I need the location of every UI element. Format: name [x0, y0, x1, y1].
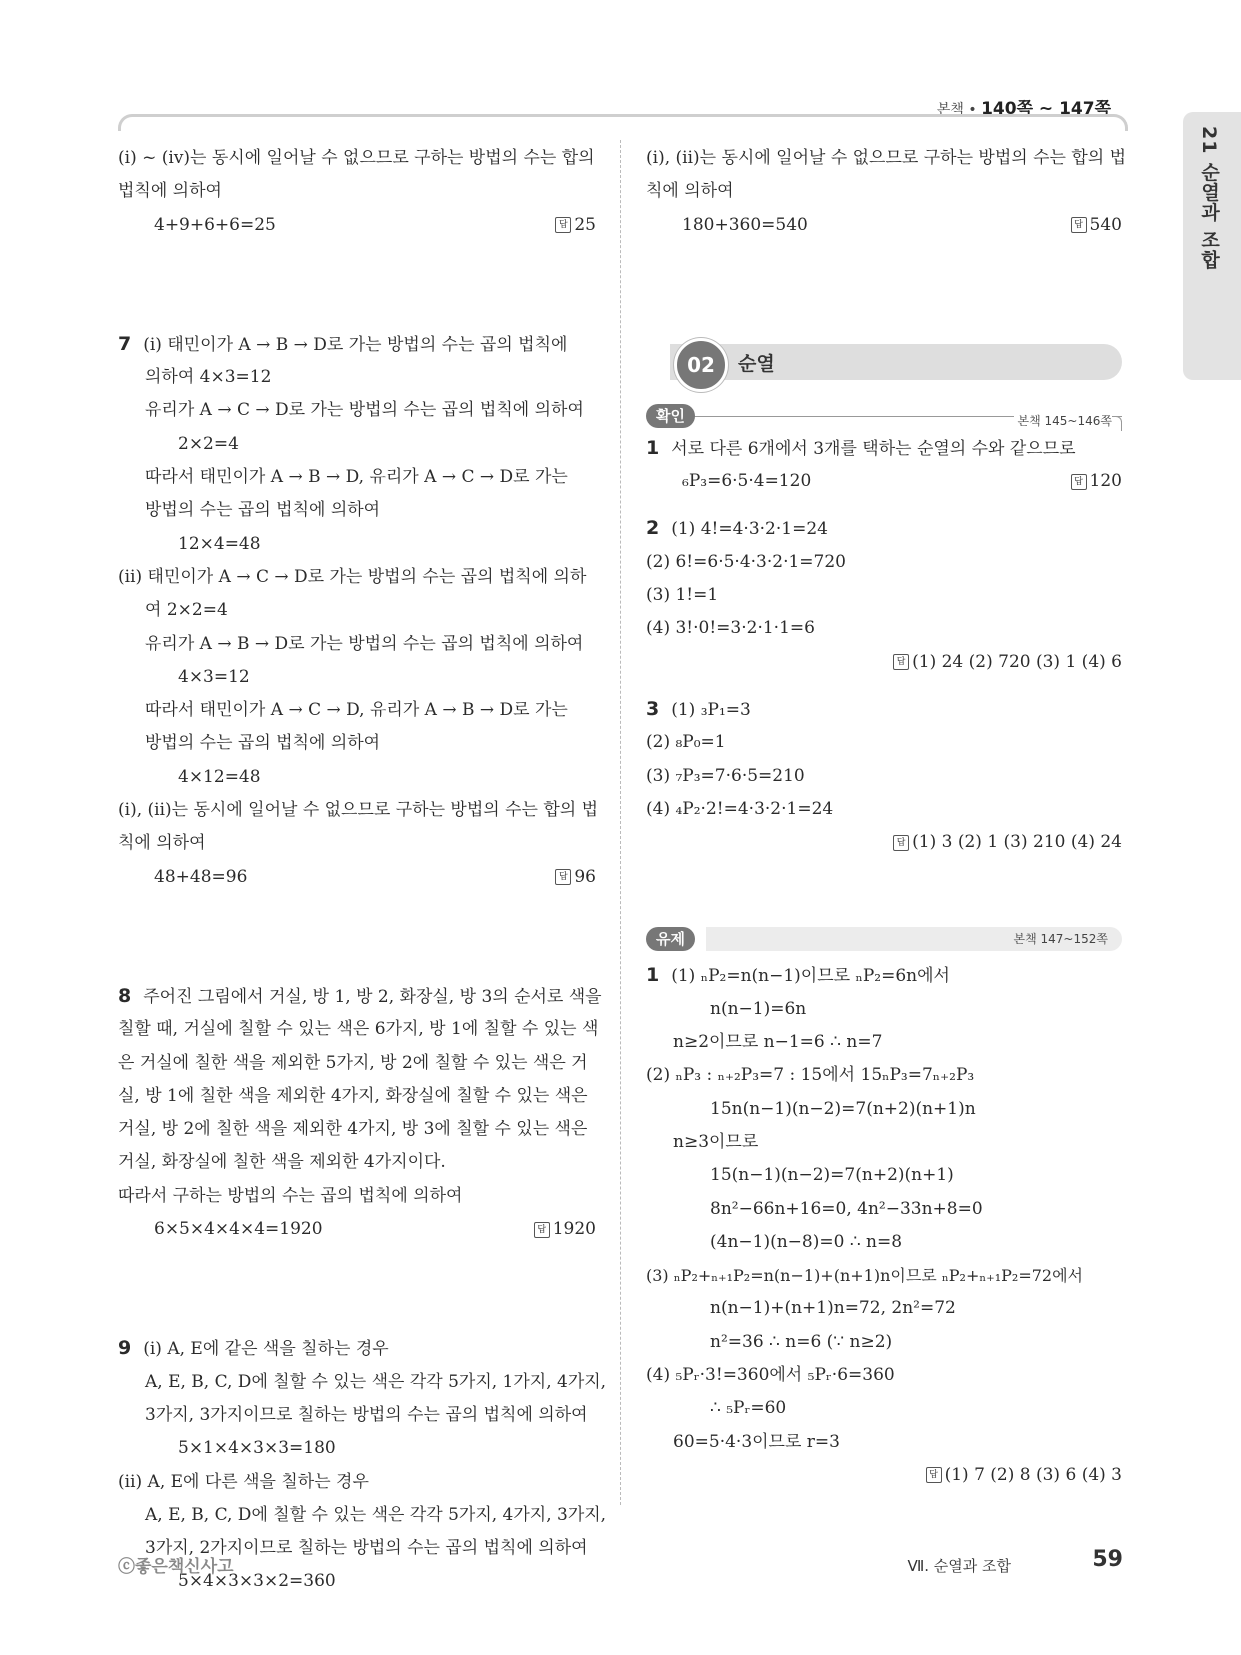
text-line: 의하여 4×3=12: [145, 367, 272, 388]
text-line: 3가지, 3가지이므로 칠하는 방법의 수는 곱의 법칙에 의하여: [145, 1404, 588, 1425]
answer-icon: 답: [1071, 217, 1087, 233]
equation-line: (4) ₅Pᵣ·3!=360에서 ₅Pᵣ·6=360: [646, 1365, 895, 1386]
answer-icon: 답: [893, 654, 909, 670]
equation-line: ₆P₃=6·5·4=120 답 120: [646, 465, 1122, 498]
answer-mark: 답 (1) 24 (2) 720 (3) 1 (4) 6: [646, 646, 1122, 679]
left-column: [118, 142, 607, 1599]
text-line: A, E, B, C, D에 칠할 수 있는 색은 각각 5가지, 4가지, 3가지,: [145, 1504, 607, 1525]
text-line: 따라서 구하는 방법의 수는 곱의 법칙에 의하여: [118, 1185, 463, 1206]
text-line: 칠할 때, 거실에 칠할 수 있는 색은 6가지, 방 1에 칠할 수 있는 색: [118, 1019, 599, 1040]
page-number: 59: [1092, 1547, 1123, 1572]
equation-line: 180+360=540 답 540: [646, 209, 1122, 242]
equation-line: 5×4×3×3×2=360: [178, 1571, 336, 1592]
answer-icon: 답: [893, 835, 909, 851]
column-divider: [620, 140, 621, 1505]
text-line: 실, 방 1에 칠한 색을 제외한 4가지, 화장실에 칠할 수 있는 색은: [118, 1085, 588, 1106]
check-problem-2: 2 (1) 4!=4·3·2·1=24: [646, 517, 828, 540]
equation-line: 60=5·4·3이므로 r=3: [673, 1431, 840, 1452]
header-divider: [118, 114, 1128, 131]
check-problem-3: 3 (1) ₃P₁=3: [646, 697, 751, 720]
practice-header: [646, 925, 1122, 955]
check-reference: 본책 145~146쪽: [1014, 412, 1112, 429]
answer-mark: 답 540: [1071, 209, 1122, 242]
equation-line: n(n−1)+(n+1)n=72, 2n²=72: [710, 1298, 956, 1319]
text-line: 방법의 수는 곱의 법칙에 의하여: [145, 733, 381, 754]
answer-mark: 답 1920: [534, 1213, 596, 1246]
equation-line: (4n−1)(n−8)=0 ∴ n=8: [710, 1231, 903, 1252]
equation-line: (3) ₇P₃=7·6·5=210: [646, 765, 805, 786]
text-line: 법칙에 의하여: [118, 181, 222, 202]
chapter-tab-label: 21 순열과 조합: [1198, 126, 1220, 270]
text-line: (ⅱ) A, E에 다른 색을 칠하는 경우: [118, 1471, 369, 1492]
practice-label: 유제: [646, 927, 695, 951]
equation-line: (4) 3!·0!=3·2·1·1=6: [646, 618, 815, 639]
answer-mark: 답 120: [1071, 465, 1122, 498]
equation-line: (2) ₙP₃ : ₙ₊₂P₃=7 : 15에서 15ₙP₃=7ₙ₊₂P₃: [646, 1065, 975, 1086]
equation-line: 4+9+6+6=25 답 25: [118, 209, 596, 242]
equation-line: 15(n−1)(n−2)=7(n+2)(n+1): [710, 1165, 954, 1186]
answer-icon: 답: [1071, 474, 1087, 490]
practice-reference: 본책 147~152쪽: [1013, 932, 1108, 947]
problem-8: 8 주어진 그림에서 거실, 방 1, 방 2, 화장실, 방 3의 순서로 색을: [118, 984, 602, 1007]
equation-line: 2×2=4: [178, 433, 239, 454]
answer-mark: 답 25: [555, 209, 596, 242]
text-line: 거실, 방 2에 칠한 색을 제외한 4가지, 방 3에 칠할 수 있는 색은: [118, 1119, 588, 1140]
section-number: 02: [674, 338, 728, 392]
equation-line: 12×4=48: [178, 533, 261, 554]
text-line: 따라서 태민이가 A → C → D, 유리가 A → B → D로 가는: [145, 700, 568, 721]
text-line: 여 2×2=4: [145, 600, 228, 621]
check-label: 확인: [646, 404, 695, 428]
section-title: 순열: [738, 352, 775, 375]
page-reference: 본책 • 140쪽 ~ 147쪽: [936, 99, 1111, 119]
text-line: (ⅰ), (ⅱ)는 동시에 일어날 수 없으므로 구하는 방법의 수는 합의 법: [118, 800, 598, 821]
equation-line: (2) ₈P₀=1: [646, 732, 726, 753]
equation-line: (3) 1!=1: [646, 585, 719, 606]
problem-9: 9 (ⅰ) A, E에 같은 색을 칠하는 경우: [118, 1337, 389, 1360]
practice-problem-1: 1 (1) ₙP₂=n(n−1)이므로 ₙP₂=6n에서: [646, 964, 950, 987]
answer-icon: 답: [926, 1467, 942, 1483]
text-line: 유리가 A → C → D로 가는 방법의 수는 곱의 법칙에 의하여: [145, 400, 584, 421]
publisher-logo: ⓒ좋은책신사고: [118, 1557, 234, 1577]
text-line: (ⅱ) 태민이가 A → C → D로 가는 방법의 수는 곱의 법칙에 의하: [118, 566, 587, 587]
check-problem-1: 1 서로 다른 6개에서 3개를 택하는 순열의 수와 같으므로: [646, 436, 1076, 459]
right-column: [646, 142, 1126, 1492]
equation-line: 4×12=48: [178, 766, 261, 787]
answer-mark: 답 96: [555, 861, 596, 894]
equation-line: 48+48=96 답 96: [118, 861, 596, 894]
answer-mark: 답 (1) 7 (2) 8 (3) 6 (4) 3: [646, 1459, 1122, 1492]
answer-mark: 답 (1) 3 (2) 1 (3) 210 (4) 24: [646, 826, 1122, 859]
text-line: (ⅰ), (ⅱ)는 동시에 일어날 수 없으므로 구하는 방법의 수는 합의 법: [646, 148, 1126, 168]
answer-icon: 답: [555, 217, 571, 233]
text-line: 3가지, 2가지이므로 칠하는 방법의 수는 곱의 법칙에 의하여: [145, 1538, 588, 1559]
equation-line: 8n²−66n+16=0, 4n²−33n+8=0: [710, 1198, 983, 1219]
equation-line: 6×5×4×4×4=1920 답 1920: [118, 1213, 596, 1246]
text-line: 은 거실에 칠한 색을 제외한 5가지, 방 2에 칠할 수 있는 색은 거: [118, 1052, 588, 1073]
equation-line: (2) 6!=6·5·4·3·2·1=720: [646, 551, 846, 572]
equation-line: n²=36 ∴ n=6 (∵ n≥2): [710, 1331, 893, 1352]
problem-7: 7 (ⅰ) 태민이가 A → B → D로 가는 방법의 수는 곱의 법칙에: [118, 332, 568, 355]
equation-line: n≥3이므로: [673, 1131, 759, 1152]
check-header: [646, 402, 1122, 432]
text-line: 방법의 수는 곱의 법칙에 의하여: [145, 500, 381, 521]
text-line: 유리가 A → B → D로 가는 방법의 수는 곱의 법칙에 의하여: [145, 633, 584, 654]
text-line: 칙에 의하여: [646, 181, 734, 202]
equation-line: n≥2이므로 n−1=6 ∴ n=7: [673, 1032, 883, 1053]
equation-line: ∴ ₅Pᵣ=60: [710, 1398, 787, 1419]
equation-line: 15n(n−1)(n−2)=7(n+2)(n+1)n: [710, 1098, 976, 1119]
text-line: (ⅰ) ~ (ⅳ)는 동시에 일어날 수 없으므로 구하는 방법의 수는 합의: [118, 148, 595, 168]
answer-icon: 답: [555, 869, 571, 885]
equation-line: 5×1×4×3×3=180: [178, 1438, 336, 1459]
section-banner: [646, 342, 1122, 382]
equation-line: n(n−1)=6n: [710, 998, 807, 1019]
footer-chapter: Ⅶ. 순열과 조합: [907, 1557, 1011, 1575]
equation-line: 4×3=12: [178, 666, 250, 687]
text-line: 거실, 화장실에 칠한 색을 제외한 4가지이다.: [118, 1152, 446, 1173]
text-line: 칙에 의하여: [118, 833, 206, 854]
text-line: A, E, B, C, D에 칠할 수 있는 색은 각각 5가지, 1가지, 4가지,: [145, 1371, 607, 1392]
text-line: 따라서 태민이가 A → B → D, 유리가 A → C → D로 가는: [145, 467, 568, 488]
equation-line: (3) ₙP₂+ₙ₊₁P₂=n(n−1)+(n+1)n이므로 ₙP₂+ₙ₊₁P₂=72에서: [646, 1266, 1083, 1286]
equation-line: (4) ₄P₂·2!=4·3·2·1=24: [646, 798, 834, 819]
answer-icon: 답: [534, 1222, 550, 1238]
